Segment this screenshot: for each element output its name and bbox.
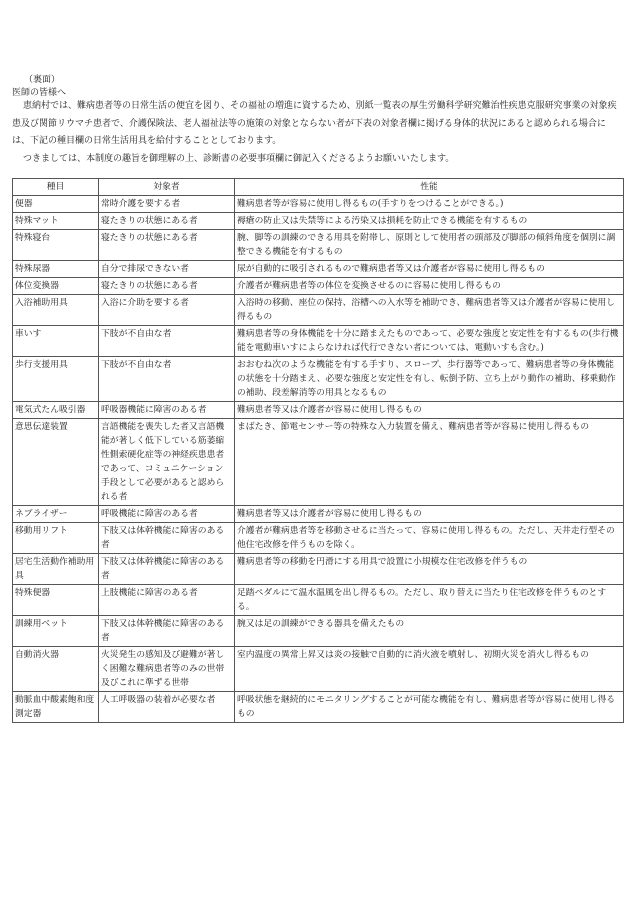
- cell-item: 体位変換器: [13, 278, 99, 295]
- cell-item: 車いす: [13, 326, 99, 357]
- cell-spec: 難病患者等又は介護者が容易に使用し得るもの: [235, 506, 624, 523]
- cell-item: 移動用リフト: [13, 523, 99, 554]
- cell-item: 居宅生活動作補助用具: [13, 554, 99, 585]
- cell-item: 特殊マット: [13, 213, 99, 230]
- cell-item: 電気式たん吸引器: [13, 402, 99, 419]
- cell-target: 下肢が不自由な者: [99, 357, 235, 402]
- equipment-table: [12, 178, 624, 723]
- cell-target: 下肢又は体幹機能に障害のある者: [99, 616, 235, 647]
- table-body: [13, 196, 624, 723]
- cell-spec: 介護者が難病患者等の体位を変換させるのに容易に使用し得るもの: [235, 278, 624, 295]
- table-row: [13, 692, 624, 723]
- cell-target: 入浴に介助を要する者: [99, 295, 235, 326]
- cell-target: 火災発生の感知及び避難が著しく困難な難病患者等のみの世帯及びこれに準ずる世帯: [99, 647, 235, 692]
- table-row: [13, 213, 624, 230]
- cell-spec: 難病患者等又は介護者が容易に使用し得るもの: [235, 402, 624, 419]
- table-row: [13, 196, 624, 213]
- table-row: [13, 523, 624, 554]
- cell-item: 入浴補助用具: [13, 295, 99, 326]
- back-side-label: （裏面）: [24, 75, 61, 85]
- intro-paragraph-1: 恵納村では、難病患者等の日常生活の便宜を図り、その福祉の増進に資するため、別紙一覧表の厚生労働科学研究難治性疾患克服研究事業の対象疾患及び関節リウマチ患者で、介護保険法、老人福祉法等の施策の対象とならない者が下表の対象者欄に掲げる身体的状況にあると認められる場合には、下記の種目欄の日常生活用具を給付することとしております。: [12, 101, 617, 146]
- cell-spec: まばたき、節電センサー等の特殊な入力装置を備え、難病患者等が容易に使用し得るもの: [235, 419, 624, 506]
- cell-target: 自分で排尿できない者: [99, 261, 235, 278]
- header-spec: 性能: [235, 179, 624, 196]
- cell-target: 言語機能を喪失した者又言語機能が著しく低下している筋萎縮性側索硬化症等の神経疾患患者であって、コミュニケーション手段として必要があると認められる者: [99, 419, 235, 506]
- cell-item: 動脈血中酸素飽和度測定器: [13, 692, 99, 723]
- intro-text: [12, 98, 622, 168]
- cell-target: 下肢又は体幹機能に障害のある者: [99, 523, 235, 554]
- table-row: [13, 357, 624, 402]
- cell-target: 呼吸機能に障害のある者: [99, 506, 235, 523]
- cell-spec: 難病患者等が容易に使用し得るもの(手すりをつけることができる。): [235, 196, 624, 213]
- cell-item: 自動消火器: [13, 647, 99, 692]
- cell-item: 特殊便器: [13, 585, 99, 616]
- table-row: [13, 419, 624, 506]
- cell-target: 常時介護を要する者: [99, 196, 235, 213]
- table-row: [13, 295, 624, 326]
- cell-item: 歩行支援用具: [13, 357, 99, 402]
- cell-target: 下肢又は体幹機能に障害のある者: [99, 554, 235, 585]
- cell-spec: おおむね次のような機能を有する手すり、スロープ、歩行器等であって、難病患者等の身体機能の状態を十分踏まえ、必要な強度と安定性を有し、転倒予防、立ち上がり動作の補助、移乗動作の補助、段差解消等の用具となるもの: [235, 357, 624, 402]
- cell-target: 下肢が不自由な者: [99, 326, 235, 357]
- cell-spec: 難病患者等の移動を円滑にする用具で設置に小規模な住宅改修を伴うもの: [235, 554, 624, 585]
- table-row: [13, 616, 624, 647]
- cell-item: ネブライザー: [13, 506, 99, 523]
- cell-item: 意思伝達装置: [13, 419, 99, 506]
- cell-item: 訓練用ベット: [13, 616, 99, 647]
- cell-target: 寝たきりの状態にある者: [99, 230, 235, 261]
- table-row: [13, 230, 624, 261]
- table-row: [13, 647, 624, 692]
- cell-item: 特殊寝台: [13, 230, 99, 261]
- cell-spec: 足踏ペダルにて温水温風を出し得るもの。ただし、取り替えに当たり住宅改修を伴うものとする。: [235, 585, 624, 616]
- cell-item: 特殊尿器: [13, 261, 99, 278]
- table-row: [13, 402, 624, 419]
- header-target: 対象者: [99, 179, 235, 196]
- salutation: 医師の皆様へ: [12, 88, 67, 98]
- header-item: 種目: [13, 179, 99, 196]
- cell-spec: 呼吸状態を継続的にモニタリングすることが可能な機能を有し、難病患者等が容易に使用し得るもの: [235, 692, 624, 723]
- cell-spec: 腕、脚等の訓練のできる用具を附帯し、原則として使用者の頭部及び脚部の傾斜角度を個別に調整できる機能を有するもの: [235, 230, 624, 261]
- table-row: [13, 278, 624, 295]
- cell-spec: 尿が自動的に吸引されるもので難病患者等又は介護者が容易に使用し得るもの: [235, 261, 624, 278]
- table-row: [13, 506, 624, 523]
- cell-target: 呼吸器機能に障害のある者: [99, 402, 235, 419]
- table-header-row: [13, 179, 624, 196]
- cell-target: 上肢機能に障害のある者: [99, 585, 235, 616]
- cell-spec: 難病患者等の身体機能を十分に踏まえたものであって、必要な強度と安定性を有するもの(歩行機能を電動車いすによらなければ代行できない者については、電動いすも含む。): [235, 326, 624, 357]
- cell-target: 寝たきりの状態にある者: [99, 213, 235, 230]
- table-row: [13, 261, 624, 278]
- cell-spec: 室内温度の異常上昇又は炎の接触で自動的に消火液を噴射し、初期火災を消火し得るもの: [235, 647, 624, 692]
- cell-spec: 褥瘡の防止又は失禁等による汚染又は損耗を防止できる機能を有するもの: [235, 213, 624, 230]
- table-row: [13, 326, 624, 357]
- cell-spec: 腕又は足の訓練ができる器具を備えたもの: [235, 616, 624, 647]
- cell-spec: 介護者が難病患者等を移動させるに当たって、容易に使用し得るもの。ただし、天井走行型その他住宅改修を伴うものを除く。: [235, 523, 624, 554]
- table-row: [13, 585, 624, 616]
- cell-item: 便器: [13, 196, 99, 213]
- cell-target: 寝たきりの状態にある者: [99, 278, 235, 295]
- cell-spec: 入浴時の移動、座位の保持、浴槽への入水等を補助でき、難病患者等又は介護者が容易に使用し得るもの: [235, 295, 624, 326]
- cell-target: 人工呼吸器の装着が必要な者: [99, 692, 235, 723]
- intro-paragraph-2: つきましては、本制度の趣旨を御理解の上、診断書の必要事項欄に御記入くださるようお願いいたします。: [23, 153, 455, 164]
- table-row: [13, 554, 624, 585]
